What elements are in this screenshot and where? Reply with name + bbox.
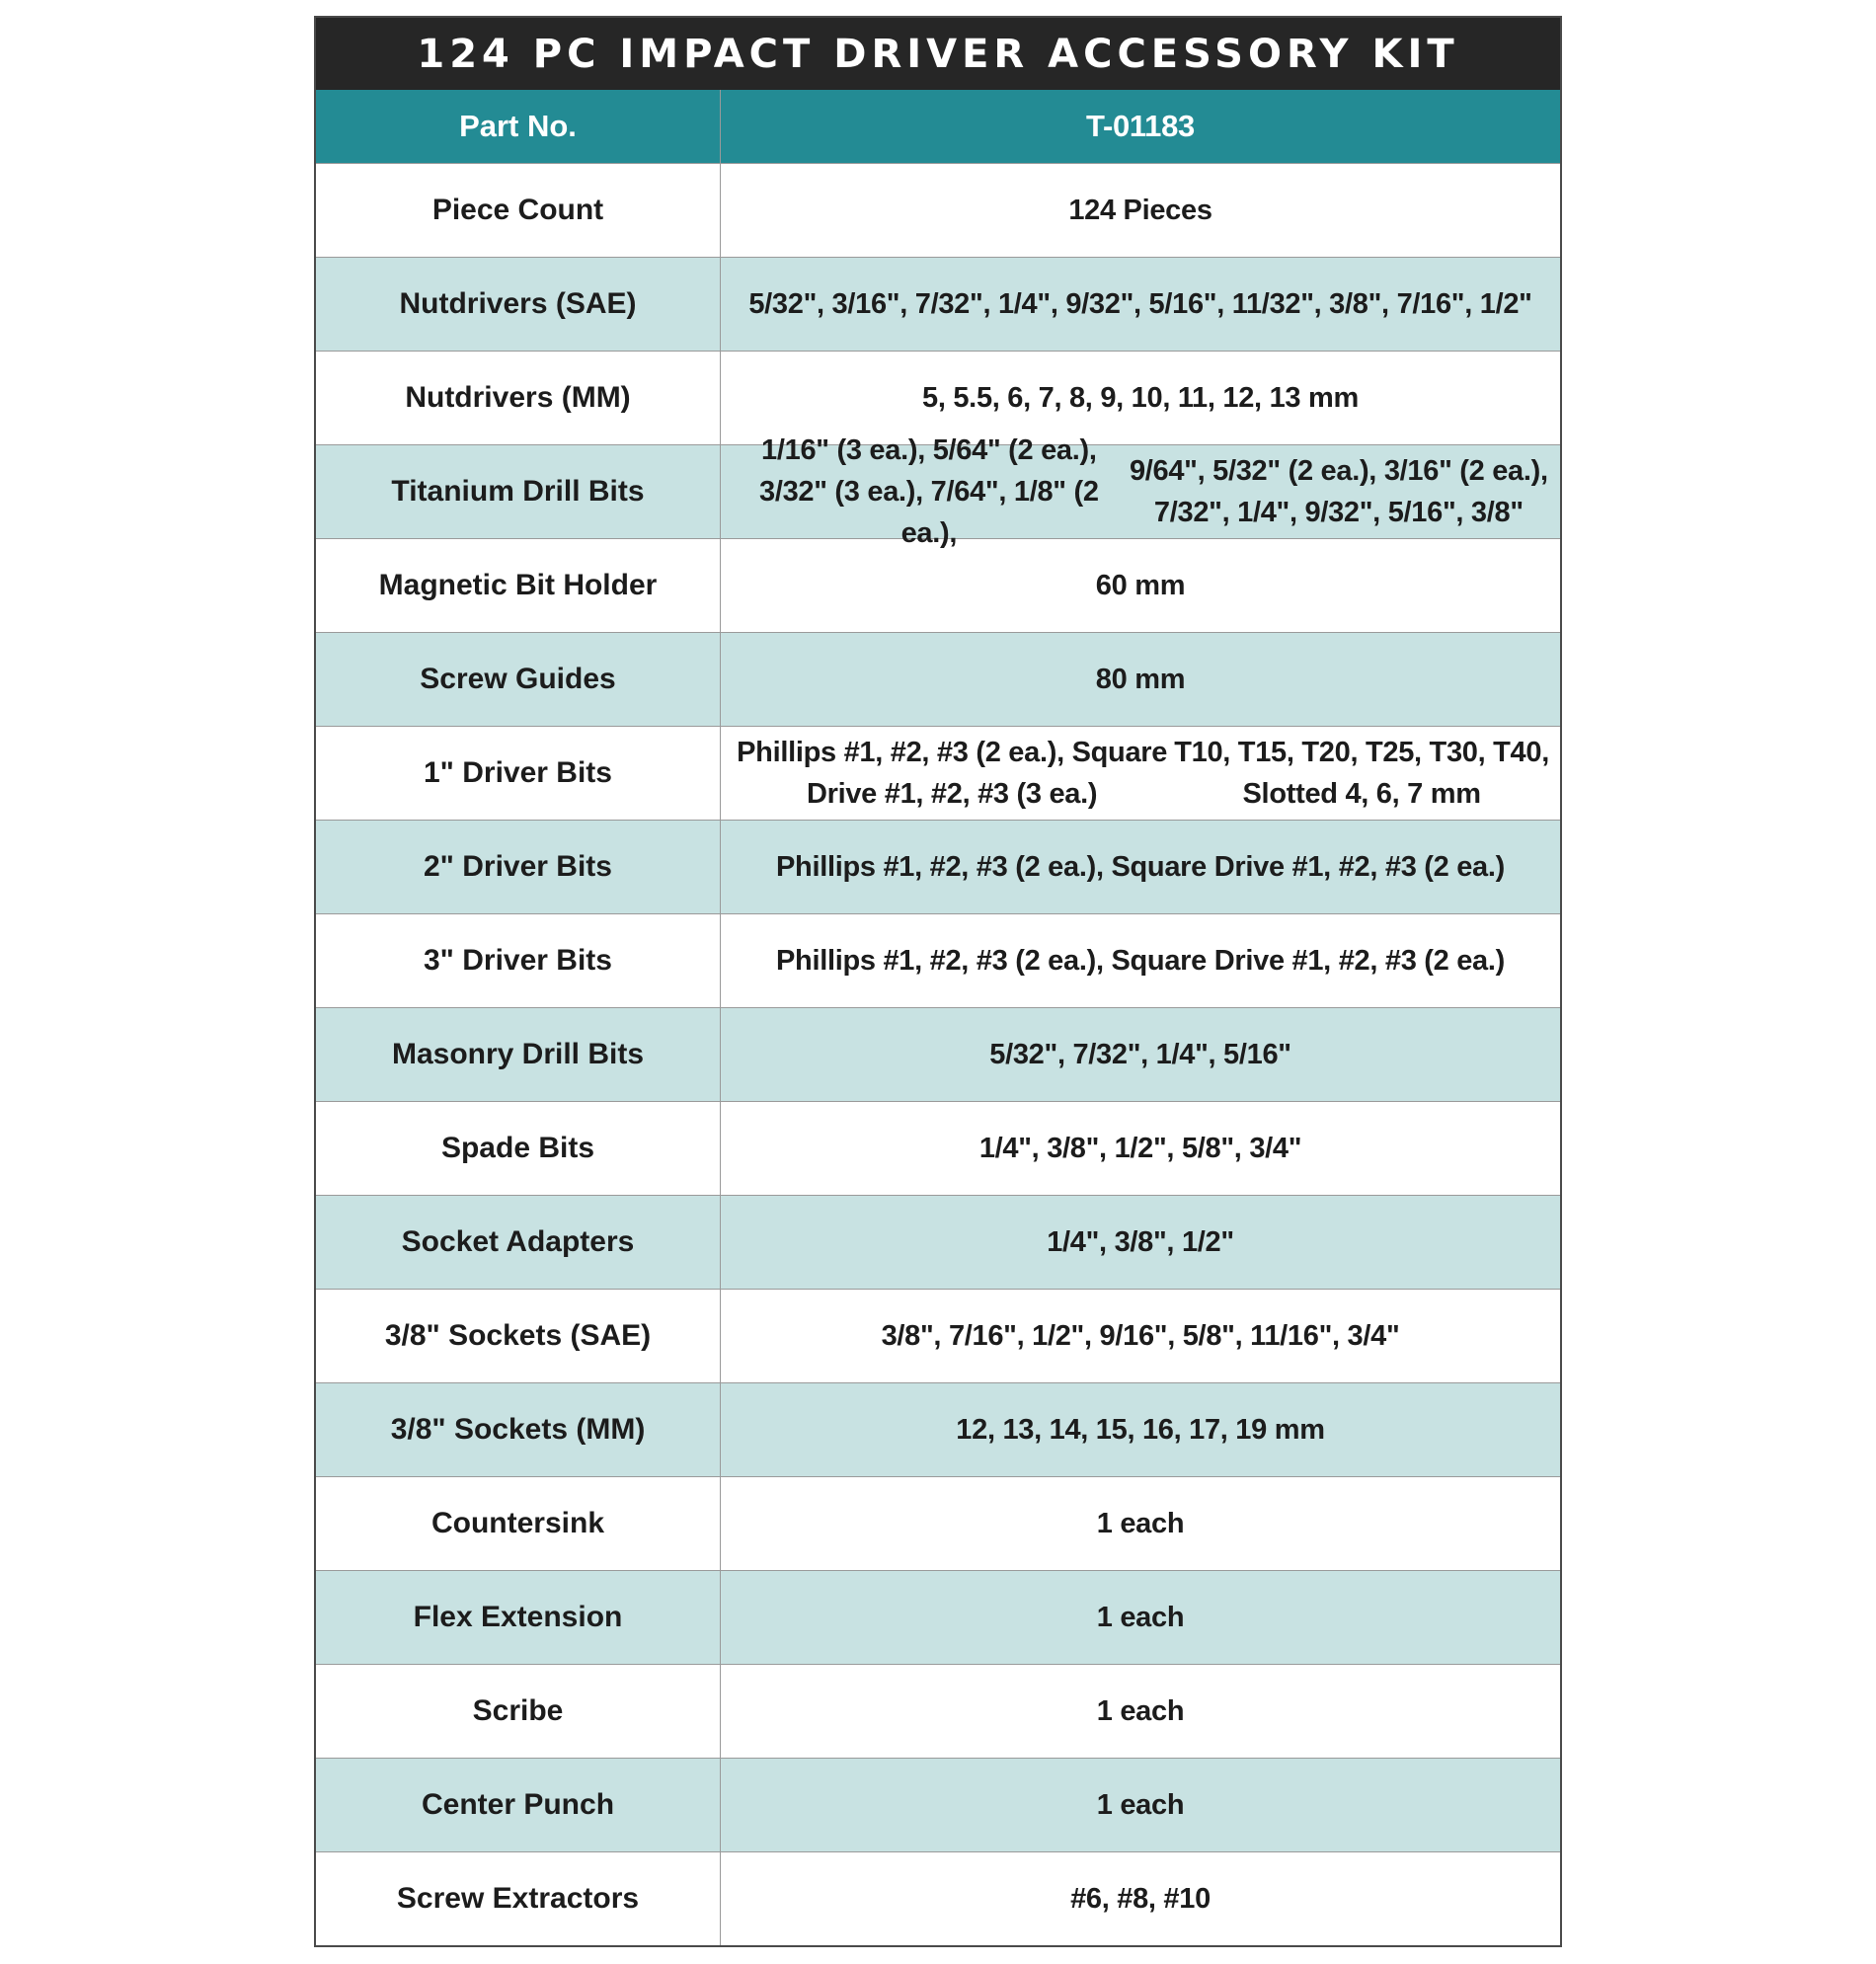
row-value bbox=[721, 1665, 1560, 1758]
row-label: Socket Adapters bbox=[316, 1196, 721, 1289]
row-label: Spade Bits bbox=[316, 1102, 721, 1195]
row-value bbox=[721, 914, 1560, 1007]
row-value-line: Phillips #1, #2, #3 (2 ea.), Square Drive #1, #2, #3 (2 ea.) bbox=[775, 851, 1505, 883]
row-label: Flex Extension bbox=[316, 1571, 721, 1664]
row-label: Center Punch bbox=[316, 1759, 721, 1851]
row-label: Magnetic Bit Holder bbox=[316, 539, 721, 632]
table-row bbox=[316, 913, 1560, 1007]
row-value-line: 12, 13, 14, 15, 16, 17, 19 mm bbox=[956, 1414, 1325, 1446]
row-value bbox=[721, 434, 1560, 549]
row-value bbox=[721, 258, 1560, 351]
table-row bbox=[316, 163, 1560, 257]
row-value-line: 1 each bbox=[1096, 1695, 1185, 1727]
header-label: Part No. bbox=[316, 90, 721, 163]
row-label: Countersink bbox=[316, 1477, 721, 1570]
row-value-line: 3/8", 7/16", 1/2", 9/16", 5/8", 11/16", 3/4" bbox=[881, 1320, 1400, 1352]
row-value bbox=[721, 1290, 1560, 1382]
row-value-line: 1/16" (3 ea.), 5/64" (2 ea.), 3/32" (3 ea.), 7/64", 1/8" (2 ea.), bbox=[758, 434, 1099, 549]
spec-table bbox=[314, 16, 1562, 1947]
table-row bbox=[316, 1851, 1560, 1945]
row-value-line: 60 mm bbox=[1095, 570, 1186, 601]
row-label: Nutdrivers (SAE) bbox=[316, 258, 721, 351]
header-value: T-01183 bbox=[1086, 109, 1195, 143]
row-value bbox=[721, 1852, 1560, 1945]
row-label: Nutdrivers (MM) bbox=[316, 352, 721, 444]
row-value-line: 124 Pieces bbox=[1068, 195, 1212, 226]
table-row bbox=[316, 1195, 1560, 1289]
row-label: 3/8" Sockets (MM) bbox=[316, 1383, 721, 1476]
table-row bbox=[316, 1570, 1560, 1664]
table-row bbox=[316, 632, 1560, 726]
row-label: 1" Driver Bits bbox=[316, 727, 721, 820]
row-value bbox=[721, 727, 1560, 820]
table-row bbox=[316, 820, 1560, 913]
row-label: Titanium Drill Bits bbox=[316, 445, 721, 538]
row-value-line: Phillips #1, #2, #3 (2 ea.), Square Drive #1, #2, #3 (2 ea.) bbox=[775, 945, 1505, 977]
row-value-line: 5, 5.5, 6, 7, 8, 9, 10, 11, 12, 13 mm bbox=[922, 382, 1359, 414]
table-row bbox=[316, 1101, 1560, 1195]
row-label: 3" Driver Bits bbox=[316, 914, 721, 1007]
table-row bbox=[316, 1007, 1560, 1101]
row-value-line: Phillips #1, #2, #3 (2 ea.), Square Drive #1, #2, #3 (3 ea.) bbox=[737, 737, 1168, 810]
row-value bbox=[721, 1383, 1560, 1476]
row-label: Masonry Drill Bits bbox=[316, 1008, 721, 1101]
table-title: 124 PC IMPACT DRIVER ACCESSORY KIT bbox=[316, 18, 1560, 90]
row-value-line: 1/4", 3/8", 1/2" bbox=[1047, 1226, 1234, 1258]
row-value bbox=[721, 1196, 1560, 1289]
row-label: Screw Guides bbox=[316, 633, 721, 726]
row-value bbox=[721, 1759, 1560, 1851]
row-value bbox=[721, 164, 1560, 257]
table-row bbox=[316, 257, 1560, 351]
row-label: Piece Count bbox=[316, 164, 721, 257]
row-label: Scribe bbox=[316, 1665, 721, 1758]
row-label: 2" Driver Bits bbox=[316, 821, 721, 913]
row-value-line: 5/32", 7/32", 1/4", 5/16" bbox=[989, 1039, 1291, 1070]
row-value bbox=[721, 821, 1560, 913]
table-row bbox=[316, 538, 1560, 632]
row-value bbox=[721, 1008, 1560, 1101]
table-row bbox=[316, 1758, 1560, 1851]
row-value-line: 1 each bbox=[1096, 1508, 1185, 1539]
row-value-line: 9/64", 5/32" (2 ea.), 3/16" (2 ea.), 7/32", 1/4", 9/32", 5/16", 3/8" bbox=[1129, 455, 1548, 528]
row-value bbox=[721, 1477, 1560, 1570]
header-row bbox=[316, 90, 1560, 163]
table-row bbox=[316, 1664, 1560, 1758]
row-value bbox=[721, 1102, 1560, 1195]
row-label: Screw Extractors bbox=[316, 1852, 721, 1945]
table-row bbox=[316, 1476, 1560, 1570]
row-value-line: T10, T15, T20, T25, T30, T40, Slotted 4, 6, 7 mm bbox=[1174, 737, 1549, 810]
row-value bbox=[721, 539, 1560, 632]
row-value-line: 80 mm bbox=[1095, 664, 1186, 695]
table-row bbox=[316, 726, 1560, 820]
row-value-line: #6, #8, #10 bbox=[1070, 1883, 1211, 1915]
table-row bbox=[316, 1382, 1560, 1476]
row-value-line: 1 each bbox=[1096, 1789, 1185, 1821]
row-value-line: 5/32", 3/16", 7/32", 1/4", 9/32", 5/16", 11/32", 3/8", 7/16", 1/2" bbox=[748, 288, 1532, 320]
spec-rows bbox=[316, 163, 1560, 1945]
row-value-line: 1/4", 3/8", 1/2", 5/8", 3/4" bbox=[978, 1133, 1302, 1164]
row-value-line: 1 each bbox=[1096, 1602, 1185, 1633]
row-value bbox=[721, 1571, 1560, 1664]
row-value bbox=[721, 633, 1560, 726]
row-label: 3/8" Sockets (SAE) bbox=[316, 1290, 721, 1382]
table-row bbox=[316, 1289, 1560, 1382]
table-row bbox=[316, 434, 1560, 549]
